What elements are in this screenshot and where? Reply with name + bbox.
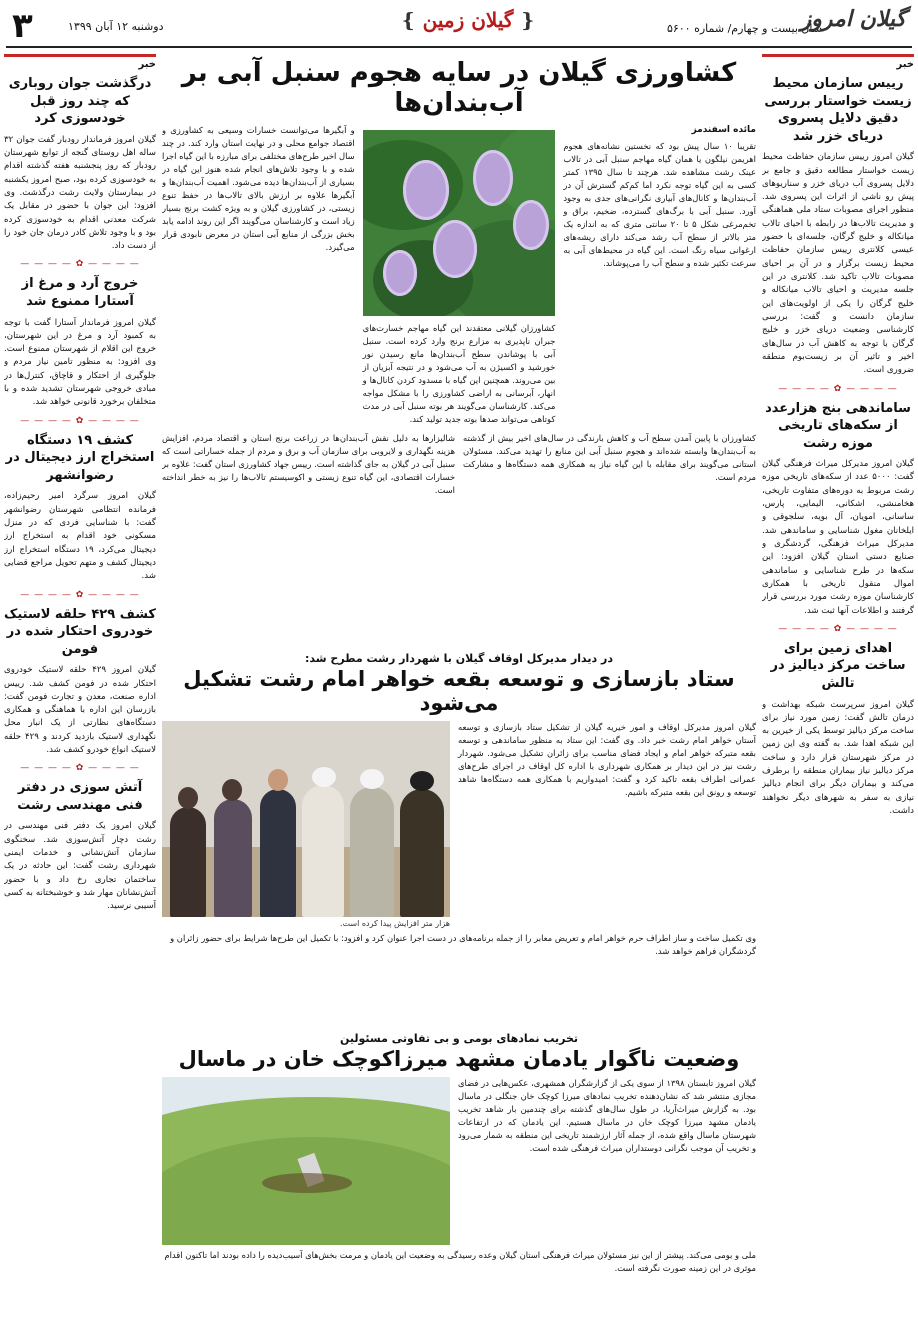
article-body: گیلان امروز فرماندار رودبار گفت جوان ۳۲ ساله اهل روستای گنجه از توابع شهرستان رودبار که روز پنجشنبه هفته گذشته اقدام به خودسوزی کرده بود، صبح امروز یکشنبه در بیمارستان ولایت رشت درگذشت. وی افزود: این جوان با حضور در مقابل یک شرکت معدنی اقدام به خودسوزی کرده بود و با وجود تلاش کادر درمان جان خود را از دست داد. — [4, 134, 156, 252]
story-column — [363, 124, 556, 426]
story-text: ملی و بومی می‌کند. پیشتر از این نیز مسئولان میراث فرهنگی استان گیلان وعده رسیدگی به وضعیت این یادمان و مرمت بخش‌های آسیب‌دیده را داده بودند اما تاکنون اقدام موثری در این زمینه صورت نگرفته است. — [164, 1250, 756, 1274]
divider-ornament — [762, 624, 914, 634]
story-headline: ستاد بازسازی و توسعه بقعه خواهر امام رشت تشکیل می‌شود — [183, 667, 735, 715]
main-story-columns — [162, 124, 756, 426]
masthead — [6, 6, 912, 48]
story-text: کشاورزان گیلانی معتقدند این گیاه مهاجم خسارت‌های جبران ناپذیری به مزارع برنج وارد کرده است. سنبل آبی با پوشاندن سطح آب‌بندان‌ها مانع رسیدن نور خورشید و اکسیژن به آب می‌شود و در نتیجه آبزیان از بین می‌روند. همچنین این گیاه با مسدود کردن کانال‌ها و انهار، آبرسانی به اراضی کشاورزی را با مشکل مواجه می‌کند. کارشناسان می‌گویند هر بوته سنبل آبی در مدت کوتاهی می‌تواند صدها بوته جدید تولید کند. — [362, 323, 556, 425]
story-column — [563, 124, 756, 426]
news-label-bar — [762, 54, 914, 71]
story-text: و آبگیرها می‌توانست خسارات وسیعی به کشاورزی و اقتصاد جوامع محلی و در نهایت استان وارد کند. در چند سال اخیر طرح‌های مختلفی برای مبارزه با این گیاه اجرا شده و با وجود تلاش‌های انجام شده هنوز این گیاه در بسیاری از آب‌بندان‌ها دیده می‌شود. اهمیت آب‌بندان‌ها و آبگیرها علاوه بر ارزش بالای تالاب‌ها در حفظ تنوع زیستی، در کشاورزی گیلان و به ویژه کشت برنج بسیار زیاد است و کارشناسان می‌گویند اگر این روند ادامه یابد بخش بزرگی از منابع آبی استان در معرض نابودی قرار می‌گیرد. — [162, 125, 355, 253]
article-body: گیلان امروز رییس سازمان حفاظت محیط زیست خواستار مطالعه دقیق و جامع بر دلایل پسروی آب دریای خزر و سناریوهای پیش رو ناشی از اثرات این پسروی شد. منظور اجرای مصوبات ستاد ملی هماهنگی و مدیریت تالاب‌ها در رابطه با احیای تالاب میانکاله و خلیج گرگان، جلسه‌ای با حضور عیسی کلانتری رییس سازمان حفاظت محیط زیست برگزار و در آن بر احیای مصوبات تالاب تاکید شد. کلانتری در این جلسه مدیریت و احیای تالاب میانکاله و خلیج گرگان را یکی از اولویت‌های این سازمان دانست و گفت: بررسی کارشناسی وضعیت دریای خزر و خلیج گرگان با توجه به کاهش آب در سال‌های اخیر و تاثیر آن بر زیست‌بوم منطقه ضروری است. — [762, 152, 914, 376]
story-body-row — [162, 1077, 756, 1245]
article-body: گیلان امروز فرماندار آستارا گفت با توجه به کمبود آرد و مرغ در این شهرستان، خروج این اقلام از شهرستان ممنوع است. وی افزود: به منظور تامین نیاز مردم و جلوگیری از احتکار و قاچاق، کنترل‌ها در مبادی خروجی شهرستان تشدید شده و با متخلفان برخورد قانونی خواهد شد. — [4, 317, 156, 408]
byline: مائده اسفندمز — [691, 125, 756, 135]
news-label-bar — [4, 54, 156, 71]
news-label: خبر — [896, 58, 914, 70]
story-body-row — [162, 721, 756, 928]
left-column — [4, 54, 156, 1324]
article-title: اهدای زمین برای ساخت مرکز دیالیز در تالش — [770, 640, 906, 691]
newspaper-logo — [801, 6, 906, 32]
news-label: خبر — [138, 58, 156, 70]
article-title: ساماندهی بنج هزارعدد از سکه‌های تاریخی موزه رشت — [765, 400, 911, 451]
monument-photo — [162, 1077, 450, 1245]
logo-text: گیلان امروز — [800, 6, 906, 32]
story-text: تقریبا ۱۰ سال پیش بود که نخستین نشانه‌های هجوم اهریمن نیلگون یا همان گیاه مهاجم سنبل آبی در تالاب عینک رشت مشاهده شد. هرچند تا سال ۱۳۹۵ کمتر کسی به این گیاه توجه نکرد اما کم‌کم گسترش آن در آب‌بندان‌ها و کانال‌های آبیاری نگرانی‌های جدی به وجود آورد. سنبل آبی با برگ‌های گسترده، ضخیم، براق و تخم‌مرغی شکل ۵ تا ۲۰ سانتی متری که به اندازه یک متر بالاتر از سطح آب رشد می‌کند دارای ریشه‌های ارغوانی سیاه رنگ است. این گیاه در محیط‌های آبی به سرعت تکثیر شده و سطح آب را می‌پوشاند. — [563, 140, 756, 269]
water-hyacinth-photo — [363, 130, 556, 316]
story-kicker: تخریب نمادهای بومی و بی تفاوتی مسئولین — [339, 1032, 579, 1045]
article-title: خروج آرد و مرغ از آستارا ممنوع شد — [21, 276, 139, 309]
article-body: گیلان امروز ۴۲۹ حلقه لاستیک خودروی احتکار شده در فومن کشف شد. رییس اداره صنعت، معدن و تجارت فومن گفت: بازرسان این اداره با هماهنگی و همکاری دستگاه‌های نظارتی از یک انبار محل نگهداری لاستیک بازدید کردند و ۴۲۹ حلقه لاستیک انواع خودرو کشف شد. — [4, 665, 156, 756]
story-text: گیلان امروز مدیرکل اوقاف و امور خیریه گیلان از تشکیل ستاد بازسازی و توسعه آستان خواهر امام رشت خبر داد. وی گفت: این ستاد به منظور ساماندهی و توسعه بقعه متبرکه خواهر امام و ایجاد فضای مناسب برای زائران تشکیل می‌شود. شهردار رشت نیز در این دیدار بر همکاری شهرداری با اداره کل اوقاف در اجرای طرح‌های عمرانی اطراف بقعه تاکید کرد و گفت: امیدواریم با همکاری همه دستگاه‌ها شاهد توسعه و رونق این بقعه متبرکه باشیم. — [458, 722, 756, 798]
section-title: { گیلان زمین } — [378, 8, 558, 32]
story-text: شالیزارها به دلیل نقش آب‌بندان‌ها در زراعت برنج استان و اقتصاد مردم، افزایش هزینه نگهداری و لایروبی برای سازمان آب و برق و مردم از جمله خساراتی است که سنبل آبی در گیلان به جای گذاشته است. رییس جهاد کشاورزی استان گفت: علاوه بر خسارات اقتصادی، این گیاه تنوع زیستی و اکوسیستم تالاب‌ها را نیز به خطر انداخته است. — [162, 433, 455, 496]
article-title: رییس سازمان محیط زیست خواستار بررسی دقیق دلایل پسروی دریای خزر شد — [764, 76, 912, 144]
issue-date: دوشنبه ۱۲ آبان ۱۳۹۹ — [68, 20, 164, 33]
main-story-bottom — [162, 432, 756, 497]
story-kicker: در دیدار مدیرکل اوقاف گیلان با شهردار رشت مطرح شد: — [305, 652, 613, 665]
story-text: کشاورزان با پایین آمدن سطح آب و کاهش بارندگی در سال‌های اخیر بیش از گذشته به آب‌بندان‌ها وابسته شده‌اند و هجوم سنبل آبی این منابع را تهدید می‌کند. مسئولان استانی می‌گویند برای مقابله با این گیاه نیاز به همکاری همه دستگاه‌ها و مشارکت مردم است. — [463, 433, 756, 483]
article-title: آتش سوزی در دفتر فنی مهندسی رشت — [17, 780, 143, 813]
article-title: کشف ۱۹ دستگاه استخراج ارز دیجیتال در رضوانشهر — [5, 432, 155, 483]
divider-ornament — [762, 384, 914, 394]
awqaf-story — [162, 648, 756, 958]
story-text: گیلان امروز تابستان ۱۳۹۸ از سوی یکی از گزارشگران همشهری، عکس‌هایی در فضای مجازی منتشر شد که نشان‌دهنده تخریب نمادهای میرزا کوچک خان جنگلی در ماسال بود. به گزارش میراث‌آریا، در طول سال‌های گذشته برای چندمین بار شاهد تخریب یادمان مشهد میرزا کوچک خان در ماسال هستیم. این یادمان که در ارتفاعات شهرستان ماسال واقع شده، از جمله آثار ارزشمند تاریخی این منطقه به شمار می‌رود و تخریب آن موجب نگرانی دوستداران میراث فرهنگی شده است. — [458, 1078, 756, 1154]
article-body: گیلان امروز سرگرد امیر رحیم‌زاده، فرمانده انتظامی شهرستان رضوانشهر گفت: با شناسایی فردی که در منزل مسکونی خود اقدام به استخراج ارز دیجیتال می‌کرد، ۱۹ دستگاه استخراج ارز دیجیتال کشف و متهم تحویل مراجع قضایی شد. — [4, 491, 156, 582]
story-headline: وضعیت ناگوار یادمان مشهد میرزاکوچک خان در ماسال — [178, 1047, 740, 1071]
article-body: گیلان امروز سرپرست شبکه بهداشت و درمان تالش گفت: زمین مورد نیاز برای ساخت مرکز دیالیز توسط یکی از خیرین به این شبکه اهدا شد. به گفته وی این زمین در مرکز شهرستان قرار دارد و ساخت مرکز دیالیز نیاز بیماران منطقه را برطرف می‌کند و بیماران دیگر برای انجام دیالیز نیازی به سفر به شهرهای دیگر نخواهند داشت. — [762, 699, 914, 817]
masal-story — [162, 1028, 756, 1275]
story-column — [162, 124, 355, 426]
photo-caption: هزار متر افزایش پیدا کرده است. — [339, 919, 450, 928]
article-body: گیلان امروز یک دفتر فنی مهندسی در رشت دچار آتش‌سوزی شد. سخنگوی سازمان آتش‌نشانی و خدمات ایمنی شهرداری رشت گفت: این حادثه در یک ساختمان تجاری رخ داد و با حضور آتش‌نشانان مهار شد و خوشبختانه به کسی آسیبی نرسید. — [4, 821, 156, 912]
article-title: درگذشت جوان روباری که چند روز قبل خودسوزی کرد — [8, 76, 152, 127]
page-number: ۳ — [12, 6, 33, 46]
story-text: وی تکمیل ساخت و ساز اطراف حرم خواهر امام و تعریض معابر را از جمله برنامه‌های در دست اجرا عنوان کرد و افزود: با تکمیل این طرح‌ها شرایط برای حضور زائران و گردشگران فراهم خواهد شد. — [170, 933, 756, 957]
divider-ornament — [4, 763, 156, 773]
issue-number: سال بیست و چهارم/ شماره ۵۶۰۰ — [666, 22, 822, 35]
divider-ornament — [4, 590, 156, 600]
divider-ornament — [4, 259, 156, 269]
article-title: کشف ۴۲۹ حلقه لاستیک خودروی احتکار شده در فومن — [4, 606, 156, 657]
divider-ornament — [4, 416, 156, 426]
meeting-photo-wrap — [162, 721, 450, 928]
main-headline: کشاورزی گیلان در سایه هجوم سنبل آبی بر آب‌بندان‌ها — [181, 58, 737, 118]
right-column — [762, 54, 914, 1324]
article-body: گیلان امروز مدیرکل میراث فرهنگی گیلان گفت: ۵۰۰۰ عدد از سکه‌های تاریخی موزه رشت مربوط به دوره‌های متفاوت تاریخی، هخامنشی، اشکانی، الیمایی، پارس، ساسانی، امویان، آل بویه، سلجوقی و ایلخانان مغول شناسایی و ساماندهی شد. مدیرکل میراث فرهنگی، گردشگری و صنایع دستی استان گیلان افزود: این سکه‌ها در طرح شناسایی و ساماندهی اموال منقول تاریخی با همکاری کارشناسان موزه رشت مورد بررسی قرار گرفتند و اطلاعات آنها ثبت شد. — [762, 459, 914, 616]
center-section — [162, 54, 756, 1324]
meeting-photo — [162, 721, 450, 917]
